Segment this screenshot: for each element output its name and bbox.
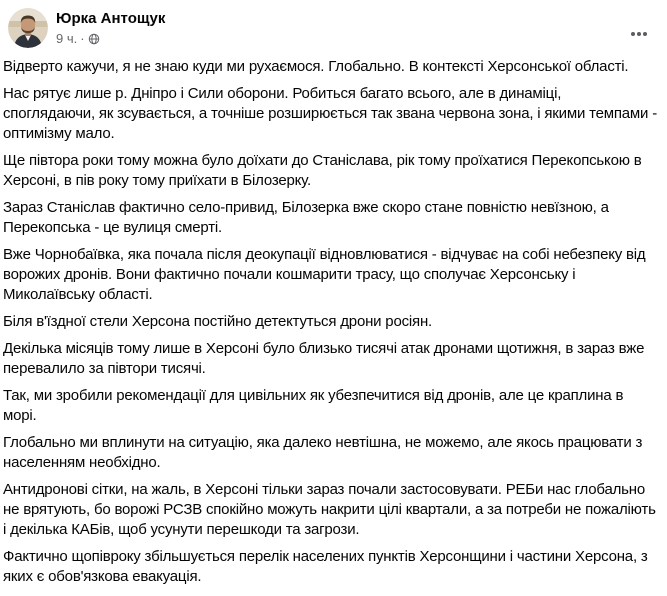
post-paragraph: Зараз Станіслав фактично село-привид, Білозерка вже скоро стане повністю невїзною, а Перекопська - це вулиця смерті.	[3, 199, 609, 236]
author-name[interactable]: Юрка Антощук	[56, 10, 166, 27]
post-paragraph: Відверто кажучи, я не знаю куди ми рухаємося. Глобально. В контексті Херсонської області.	[3, 58, 629, 75]
post-paragraph: Фактично щопівроку збільшується перелік населених пунктів Херсонщини і частини Херсона, з яких є обов'язкова евакуація.	[3, 548, 648, 585]
post-paragraph: Вже Чорнобаївка, яка почала після деокупації відновлюватися - відчуває на собі небезпеку від ворожих дронів. Вони фактично почали кошмарити трасу, що сполучає Херсонську і Миколаївську області.	[3, 246, 646, 303]
post-paragraph: Антидронові сітки, на жаль, в Херсоні тільки зараз почали застосовувати. РЕБи нас глобально не врятують, бо ворожі РСЗВ спокійно можуть накрити цілі квартали, а за потреби не пожаліють і декілька КАБів, щоб усунути перешкоди та загрози.	[3, 481, 656, 538]
post-timestamp[interactable]: 9 ч.	[56, 31, 78, 46]
globe-icon	[88, 33, 100, 45]
profile-photo	[8, 8, 48, 48]
post-paragraph: Глобально ми вплинути на ситуацію, яка далеко невтішна, не можемо, але якось працювати з населенням необхідно.	[3, 434, 643, 471]
post-paragraph: Так, ми зробили рекомендації для цивільних як убезпечитися від дронів, але це краплина в морі.	[3, 387, 624, 424]
post-paragraph: Нас рятує лише р. Дніпро і Сили оборони. Робиться багато всього, але в динаміці, споглядаючи, як зсувається, а точніше розширюється так звана червона зона, і якими темпами - оптимізму мало.	[3, 85, 657, 142]
post-text	[0, 48, 667, 587]
post-paragraph: Біля в'їздної стели Херсона постійно детектуться дрони росіян.	[3, 313, 433, 330]
post-paragraph: Ще півтора роки тому можна було доїхати до Станіслава, рік тому проїхатися Перекопською в Херсоні, в пів року тому приїхати в Білозерку.	[3, 152, 642, 189]
ellipsis-icon	[629, 24, 649, 44]
post-header	[0, 0, 667, 48]
header-info	[56, 8, 165, 47]
more-options-button[interactable]	[623, 18, 655, 50]
avatar[interactable]	[8, 8, 48, 48]
post-meta[interactable]	[56, 31, 165, 47]
meta-separator: ·	[80, 31, 85, 46]
post-paragraph: Декілька місяців тому лише в Херсоні було близько тисячі атак дронами щотижня, в зараз вже перевалило за півтори тисячі.	[3, 340, 645, 377]
